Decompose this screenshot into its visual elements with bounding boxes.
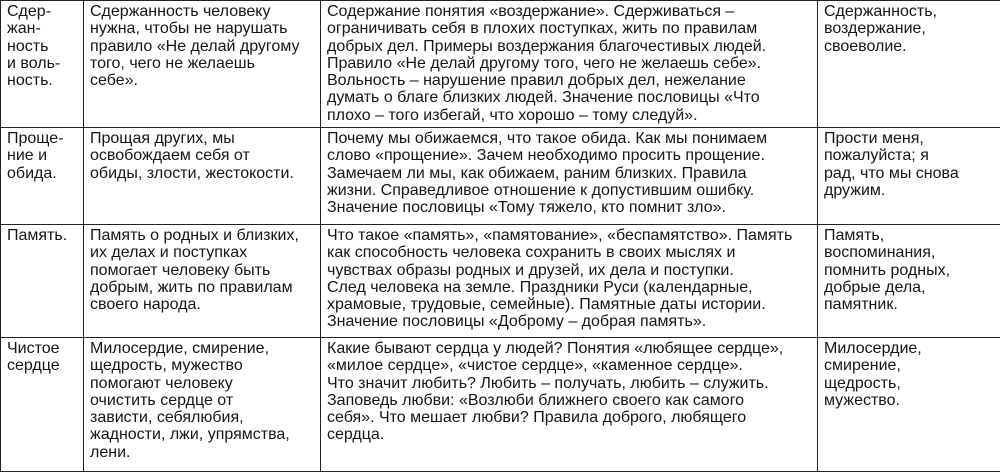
key-words-line: памятник.	[824, 296, 994, 313]
content-line: чувствах образы родных и друзей, их дела и поступки.	[327, 262, 811, 279]
topic-line: жан-	[7, 20, 77, 37]
topic-cell	[1, 225, 84, 338]
idea-line: их делах и поступках	[90, 244, 314, 261]
idea-line: помогает человеку быть	[90, 262, 314, 279]
content-line: Значение пословицы «Доброму – добрая память».	[327, 313, 811, 330]
content-cell	[321, 225, 818, 338]
key-words-cell	[818, 1, 1000, 128]
key-words-cell	[818, 128, 1000, 225]
content-line: думать о благе близких людей. Значение пословицы «Что	[327, 89, 811, 106]
idea-cell	[84, 225, 321, 338]
idea-line: Сдержанность человеку	[90, 3, 314, 20]
content-line: Вольность – нарушение правил добрых дел, нежелание	[327, 72, 811, 89]
idea-line: лени.	[90, 444, 314, 461]
key-words-line: Память,	[824, 227, 994, 244]
idea-line: правило «Не делай другому	[90, 38, 314, 55]
table-row	[1, 225, 1000, 338]
content-line: Почему мы обижаемся, что такое обида. Как мы понимаем	[327, 130, 811, 147]
content-line: Замечаем ли мы, как обижаем, раним близких. Правила	[327, 165, 811, 182]
content-line: Значение пословицы «Тому тяжело, кто помнит зло».	[327, 199, 811, 216]
content-line: слово «прощение». Зачем необходимо просить прощение.	[327, 147, 811, 164]
content-line: Заповедь любви: «Возлюби ближнего своего как самого	[327, 392, 811, 409]
content-line: жизни. Справедливое отношение к допустившим ошибку.	[327, 182, 811, 199]
content-cell	[321, 1, 818, 128]
content-line: как способность человека сохранить в своих мыслях и	[327, 244, 811, 261]
table-row	[1, 128, 1000, 225]
topic-line: Чистое	[7, 340, 77, 357]
topic-cell	[1, 1, 84, 128]
idea-cell	[84, 338, 321, 472]
key-words-line: воздержание,	[824, 20, 994, 37]
key-words-line: воспоминания,	[824, 244, 994, 261]
key-words-line: Милосердие,	[824, 340, 994, 357]
content-cell	[321, 128, 818, 225]
key-words-line: мужество.	[824, 392, 994, 409]
content-line: плохо – того избегай, что хорошо – тому следуй».	[327, 107, 811, 124]
topic-cell	[1, 338, 84, 472]
key-words-line: дружим.	[824, 182, 994, 199]
idea-line: зависти, себялюбия,	[90, 409, 314, 426]
key-words-line: щедрость,	[824, 375, 994, 392]
key-words-cell	[818, 225, 1000, 338]
idea-line: добрым, жить по правилам	[90, 279, 314, 296]
content-cell	[321, 338, 818, 472]
topic-line: ность.	[7, 72, 77, 89]
key-words-line: своеволие.	[824, 38, 994, 55]
content-line: Правило «Не делай другому того, чего не желаешь себе».	[327, 55, 811, 72]
topic-line: сердце	[7, 357, 77, 374]
topic-line: Проще-	[7, 130, 77, 147]
key-words-line: смирение,	[824, 357, 994, 374]
table-row	[1, 1, 1000, 128]
topic-line: ние и	[7, 147, 77, 164]
idea-cell	[84, 1, 321, 128]
idea-cell	[84, 128, 321, 225]
table-row	[1, 338, 1000, 472]
idea-line: помогают человеку	[90, 375, 314, 392]
topic-cell	[1, 128, 84, 225]
idea-line: того, чего не желаешь	[90, 55, 314, 72]
content-line: След человека на земле. Праздники Руси (календарные,	[327, 279, 811, 296]
content-line: добрых дел. Примеры воздержания благочестивых людей.	[327, 38, 811, 55]
content-line: себя». Что мешает любви? Правила доброго, любящего	[327, 409, 811, 426]
idea-line: себе».	[90, 72, 314, 89]
content-line: храмовые, трудовые, семейные). Памятные даты истории.	[327, 296, 811, 313]
idea-line: Память о родных и близких,	[90, 227, 314, 244]
idea-line: щедрость, мужество	[90, 357, 314, 374]
key-words-line: Сдержанность,	[824, 3, 994, 20]
topic-line: и воль-	[7, 55, 77, 72]
content-line: Что такое «память», «памятование», «беспамятство». Память	[327, 227, 811, 244]
idea-line: нужна, чтобы не нарушать	[90, 20, 314, 37]
idea-line: Милосердие, смирение,	[90, 340, 314, 357]
topic-line: обида.	[7, 165, 77, 182]
content-line: Содержание понятия «воздержание». Сдерживаться –	[327, 3, 811, 20]
key-words-line: рад, что мы снова	[824, 165, 994, 182]
content-line: Что значит любить? Любить – получать, любить – служить.	[327, 375, 811, 392]
key-words-line: пожалуйста; я	[824, 147, 994, 164]
idea-line: жадности, лжи, упрямства,	[90, 426, 314, 443]
idea-line: обиды, злости, жестокости.	[90, 165, 314, 182]
key-words-line: помнить родных,	[824, 262, 994, 279]
content-line: сердца.	[327, 426, 811, 443]
idea-line: освобождаем себя от	[90, 147, 314, 164]
key-words-line: добрые дела,	[824, 279, 994, 296]
content-line: Какие бывают сердца у людей? Понятия «любящее сердце»,	[327, 340, 811, 357]
idea-line: очистить сердце от	[90, 392, 314, 409]
idea-line: Прощая других, мы	[90, 130, 314, 147]
key-words-cell	[818, 338, 1000, 472]
content-line: «милое сердце», «чистое сердце», «каменное сердце».	[327, 357, 811, 374]
topic-line: Сдер-	[7, 3, 77, 20]
topic-line: ность	[7, 38, 77, 55]
content-line: ограничивать себя в плохих поступках, жить по правилам	[327, 20, 811, 37]
key-words-line: Прости меня,	[824, 130, 994, 147]
idea-line: своего народа.	[90, 296, 314, 313]
topic-line: Память.	[7, 227, 77, 244]
